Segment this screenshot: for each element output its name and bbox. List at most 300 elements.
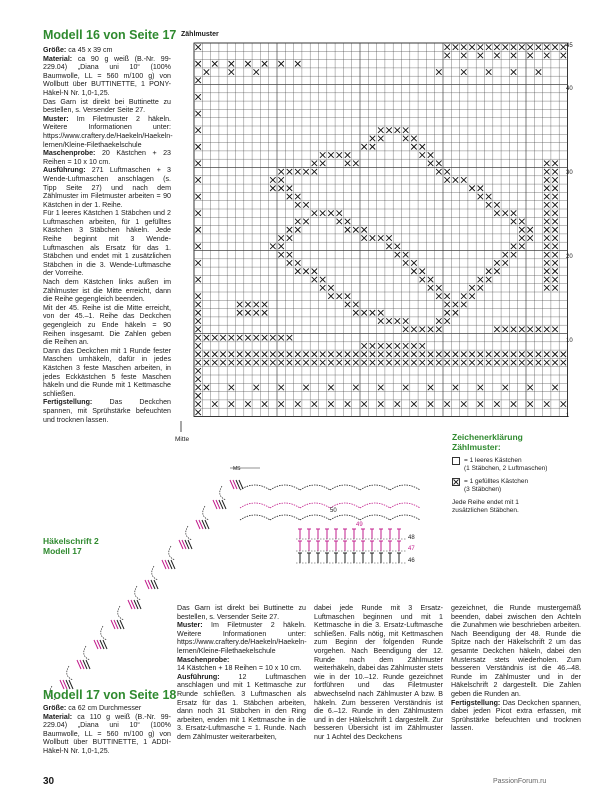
filled-cell	[403, 260, 409, 266]
filled-cell	[486, 44, 492, 50]
filled-cell	[411, 343, 417, 349]
filled-cell	[262, 401, 268, 407]
filled-cell	[386, 352, 392, 358]
filled-cell	[303, 169, 309, 175]
filled-cell	[453, 177, 459, 183]
filled-cell	[486, 69, 492, 75]
page-title-modell-17: Modell 17 von Seite 18	[43, 688, 177, 702]
filled-cell	[403, 127, 409, 132]
filled-cell	[378, 136, 384, 142]
stitch-mark	[316, 541, 320, 551]
filled-cell	[403, 385, 409, 391]
filled-cell	[461, 69, 467, 75]
filled-cell	[527, 227, 533, 233]
filled-cell	[411, 327, 417, 333]
filled-cell	[478, 360, 484, 366]
filled-cell	[519, 352, 525, 358]
filled-cell	[295, 227, 301, 233]
filled-cell	[561, 360, 567, 366]
round-48: 48	[408, 535, 415, 541]
page-number: 30	[43, 776, 55, 787]
filled-cell	[428, 152, 434, 158]
filled-cell	[345, 152, 351, 158]
filled-cell	[552, 244, 558, 250]
filled-cell	[320, 161, 326, 167]
filled-cell	[229, 352, 235, 358]
filled-cell	[195, 194, 201, 200]
filled-cell	[494, 352, 500, 358]
filled-cell	[337, 293, 343, 299]
stitch-cluster	[118, 600, 141, 620]
filled-cell	[536, 69, 542, 75]
chain-arc	[330, 485, 360, 490]
filled-cell	[552, 210, 558, 216]
filled-cell	[320, 352, 326, 358]
filled-cell	[544, 244, 550, 250]
filled-cell	[552, 327, 558, 333]
filled-cell	[370, 144, 376, 150]
row-label-20: 20	[566, 254, 573, 260]
filled-cell	[378, 235, 384, 241]
chain-arc	[300, 515, 330, 520]
chain-arc	[360, 503, 390, 508]
filled-cell	[436, 161, 442, 167]
filled-cell	[486, 277, 492, 283]
filled-cell	[411, 260, 417, 266]
filled-cell	[262, 302, 268, 308]
filled-cell	[420, 360, 426, 366]
filled-cell	[270, 244, 276, 250]
stitch-cluster	[152, 560, 175, 580]
filled-cell	[511, 352, 517, 358]
filled-cell	[295, 401, 301, 407]
filled-cell	[386, 318, 392, 324]
filled-cell	[386, 244, 392, 250]
filled-cell	[544, 210, 550, 216]
filled-cell	[403, 343, 409, 349]
filled-cell	[511, 252, 517, 258]
paragraph-3: Nach dem Kästchen links außen im Zählmuster ist die Mitte erreicht, dann die Reihe gegengleich beenden.	[43, 278, 171, 304]
filled-cell	[245, 401, 251, 407]
filled-cell	[519, 244, 525, 250]
filled-cell	[386, 343, 392, 349]
chain-arc	[270, 503, 300, 508]
filled-cell	[511, 327, 517, 333]
filled-cell	[312, 161, 318, 167]
filled-cell	[469, 293, 475, 299]
stitch-mark	[352, 553, 356, 563]
filled-cell	[303, 385, 309, 391]
row-label-30: 30	[566, 170, 573, 176]
chain-arc	[240, 515, 270, 520]
filled-cell	[478, 194, 484, 200]
filled-cell	[561, 44, 567, 50]
filled-cell	[270, 335, 276, 341]
filled-cell	[270, 177, 276, 183]
filled-cell	[295, 219, 301, 225]
filled-cell	[353, 302, 359, 308]
filled-cell	[195, 260, 201, 266]
chain-arc	[390, 503, 420, 508]
filled-cell	[536, 327, 542, 333]
filled-cell	[453, 310, 459, 316]
filled-cell	[411, 352, 417, 358]
round-47: 47	[408, 546, 415, 552]
filled-cell	[428, 401, 434, 407]
filled-cell	[428, 360, 434, 366]
filled-cell	[469, 360, 475, 366]
filled-cell	[287, 260, 293, 266]
filled-cell	[370, 352, 376, 358]
filled-cell	[245, 302, 251, 308]
filet-chart-grid	[194, 43, 568, 417]
filled-cell	[204, 352, 210, 358]
filled-cell	[519, 227, 525, 233]
round-49: 49	[356, 522, 363, 528]
filled-cell	[328, 210, 334, 216]
chain-arc	[300, 485, 330, 490]
filled-cell	[361, 401, 367, 407]
filled-cell	[469, 186, 475, 192]
filled-cell	[345, 161, 351, 167]
filled-cell	[494, 53, 500, 59]
filled-cell	[478, 277, 484, 283]
filled-cell	[436, 69, 442, 75]
filled-cell	[345, 302, 351, 308]
filled-cell	[353, 310, 359, 316]
legend-title: Zeichenerklärung	[452, 432, 523, 442]
stitch-mark	[370, 541, 374, 551]
modell-17-col-3	[314, 604, 443, 742]
filled-cell	[353, 161, 359, 167]
filled-cell	[519, 219, 525, 225]
filled-cell	[361, 144, 367, 150]
filled-cell	[312, 277, 318, 283]
filled-cell	[254, 69, 260, 75]
chain-arc	[240, 485, 270, 490]
filled-cell	[287, 227, 293, 233]
filled-cell	[544, 44, 550, 50]
filled-cell	[436, 352, 442, 358]
filled-cell	[544, 252, 550, 258]
filled-cell	[195, 318, 201, 324]
filled-cell	[544, 186, 550, 192]
filled-cell	[195, 352, 201, 358]
stitch-mark	[352, 541, 356, 551]
filled-cell	[370, 360, 376, 366]
m17-muster: Im Filetmuster 2 häkeln. Weitere Informationen unter: https://www.craftery.de/Haekeln/Haekeln-lernen/Kleine-Filethaekelschule	[177, 621, 307, 655]
filled-cell	[478, 53, 484, 59]
filled-cell	[345, 227, 351, 233]
filled-cell	[411, 269, 417, 275]
filled-cell	[386, 360, 392, 366]
stitch-mark	[361, 553, 365, 563]
filled-cell	[536, 360, 542, 366]
filled-cell	[436, 360, 442, 366]
filled-cell	[295, 269, 301, 275]
stitch-mark	[307, 529, 311, 539]
filled-cell	[312, 210, 318, 216]
filled-cell	[552, 194, 558, 200]
filled-cell	[312, 169, 318, 175]
m17-fertig: Das Deckchen spannen, dabei jeden Picot extra erfassen, mit Sprühstärke befeuchten und trocknen lassen.	[451, 698, 581, 733]
filled-cell	[395, 352, 401, 358]
stitch-mark	[325, 529, 329, 539]
filled-box-icon	[452, 478, 460, 486]
filled-cell	[328, 152, 334, 158]
filled-cell	[486, 352, 492, 358]
filled-cell	[303, 219, 309, 225]
filled-cell	[212, 401, 218, 407]
filled-cell	[469, 352, 475, 358]
filled-cell	[237, 352, 243, 358]
filled-cell	[444, 401, 450, 407]
filled-cell	[444, 44, 450, 50]
filled-cell	[220, 352, 226, 358]
filled-cell	[378, 385, 384, 391]
filled-cell	[337, 219, 343, 225]
filled-cell	[453, 44, 459, 50]
chain-arc	[240, 503, 270, 508]
modell-17-materials: Größe: ca 62 cm Durchmesser Material: ca 110 g weiß (B.-Nr. 99-229.04) „Diana uni 10“ (100% Baumwolle, LL = 560 m/100 g) von Wollbutt über BUTTINETTE, 1 ADDI-Häkel-N Nr. 1,0-1,25.	[43, 704, 171, 755]
label-fertigstellung: Fertigstellung:	[43, 398, 93, 407]
filled-cell	[552, 169, 558, 175]
filled-cell	[212, 360, 218, 366]
filled-cell	[361, 310, 367, 316]
stitch-mark	[334, 529, 338, 539]
filled-cell	[278, 61, 284, 67]
filled-cell	[287, 235, 293, 241]
filled-cell	[278, 177, 284, 183]
filled-cell	[295, 202, 301, 208]
chain-arc	[390, 485, 420, 490]
filled-cell	[328, 360, 334, 366]
filled-cell	[552, 277, 558, 283]
chain-arc	[330, 515, 360, 520]
filled-cell	[511, 244, 517, 250]
stitch-mark	[370, 529, 374, 539]
filled-cell	[527, 44, 533, 50]
m17-bezug: Das Garn ist direkt bei Buttinette zu bestellen, s. Versender Seite 27.	[177, 604, 306, 621]
filled-cell	[378, 401, 384, 407]
filled-cell	[337, 152, 343, 158]
ausfuehrung-value: 271 Luftmaschen + 3 Wende-Luftmaschen anschlagen (s. Tipp Seite 27) und nach dem Zählmuster im Filetmuster arbeiten = 90 Kästchen in der 1. Reihe.	[43, 166, 171, 209]
filled-cell	[444, 352, 450, 358]
filled-cell	[303, 360, 309, 366]
filled-cell	[395, 318, 401, 324]
filled-cell	[378, 343, 384, 349]
filled-cell	[544, 177, 550, 183]
stitch-mark	[334, 553, 338, 563]
filled-cell	[287, 186, 293, 192]
filled-cell	[195, 277, 201, 283]
filled-cell	[212, 335, 218, 341]
filled-cell	[511, 69, 517, 75]
filled-cell	[527, 327, 533, 333]
filled-cell	[361, 352, 367, 358]
filled-cell	[552, 260, 558, 266]
filled-cell	[503, 44, 509, 50]
filled-cell	[303, 352, 309, 358]
filled-cell	[295, 194, 301, 200]
filled-cell	[370, 235, 376, 241]
filled-cell	[552, 269, 558, 275]
filled-cell	[361, 235, 367, 241]
filled-cell	[220, 335, 226, 341]
filled-cell	[195, 376, 201, 382]
legend-empty: = 1 leeres Kästchen (1 Stäbchen, 2 Luftmaschen)	[452, 457, 592, 473]
filled-cell	[287, 169, 293, 175]
filled-cell	[444, 310, 450, 316]
filled-cell	[229, 385, 235, 391]
filled-cell	[328, 293, 334, 299]
stitch-mark	[397, 553, 401, 563]
filled-cell	[270, 186, 276, 192]
filled-cell	[195, 127, 201, 132]
filled-cell	[195, 44, 201, 50]
m17-ausfuehrung-2: dabei jede Runde mit 3 Ersatz-Luftmaschen beginnen und mit 1 Kettmasche in die 3. Ersatz-Luftmasche schließen. Falls nötig, mit Kettmaschen zum Beginn der folgenden Runde vorgehen. Nach Beendigung der 12. Runde nach dem Zählmuster weiterhäkeln, dabei das Zählmuster stets wie in der 10.–12. Runde gezeichnet fortführen und das Filetmuster abwechselnd nach Zählmuster A bzw. B häkeln. Zum besseren Verständnis ist die 6.–12. Runde in den Zählmustern und in der Häkelschrift 1 dargestellt. Zur besseren Übersicht ist im Zählmuster nur 1 Achtel des Deckchens	[314, 604, 443, 741]
filled-cell	[403, 136, 409, 142]
filled-cell	[262, 61, 268, 67]
filled-cell	[544, 352, 550, 358]
filled-cell	[536, 44, 542, 50]
ms-label: MS	[233, 466, 241, 472]
filled-cell	[420, 352, 426, 358]
stitch-mark	[325, 553, 329, 563]
filled-cell	[220, 360, 226, 366]
stitch-cluster	[169, 540, 192, 560]
fertigstellung-value: Das Deckchen spannen, mit Sprühstärke befeuchten und trocknen lassen.	[43, 398, 171, 424]
filled-cell	[403, 360, 409, 366]
filled-cell	[195, 401, 201, 407]
filled-cell	[444, 177, 450, 183]
filled-cell	[428, 277, 434, 283]
legend-note: Jede Reihe endet mit 1 zusätzlichen Stäbchen.	[452, 499, 519, 514]
filled-cell	[229, 360, 235, 366]
filled-cell	[378, 360, 384, 366]
haekelschrift-label: Häkelschrift 2 Modell 17	[43, 536, 99, 556]
stitch-mark	[352, 529, 356, 539]
page-title-modell-16: Modell 16 von Seite 17	[43, 28, 177, 42]
filled-cell	[420, 144, 426, 150]
filled-cell	[287, 335, 293, 341]
filled-cell	[428, 327, 434, 333]
chain-arc	[270, 515, 300, 520]
stitch-cluster	[84, 640, 107, 660]
filled-cell	[552, 352, 558, 358]
filled-cell	[444, 360, 450, 366]
filled-cell	[552, 252, 558, 258]
filled-cell	[353, 352, 359, 358]
filled-cell	[478, 352, 484, 358]
label-maschenprobe: Maschenprobe:	[43, 149, 96, 158]
filled-cell	[403, 318, 409, 324]
filled-cell	[494, 269, 500, 275]
legend	[452, 432, 592, 515]
filled-cell	[361, 227, 367, 233]
modell-17-col-4: gezeichnet, die Runde mustergemäß beenden, dabei zwischen den Achteln die Zunahmen wie beschrieben arbeiten. Nach Beendigung der 48. Runde die Spitze nach der Häkelschrift 2 um das gesamte Deckchen häkeln, dabei den Mustersatz stets wiederholen. Zum besseren Verständnis ist die 46.–48. Runde im Zählmuster und in der Häkelschrift 2 dargestellt. Die Zahlen geben die Runden an. Fertigstellung: Das Deckchen spannen, dabei jeden Picot extra erfassen, mit Sprühstärke befeuchten und trocknen lassen.	[451, 604, 581, 733]
filled-cell	[544, 360, 550, 366]
filled-cell	[395, 244, 401, 250]
filled-cell	[444, 318, 450, 324]
stitch-mark	[307, 553, 311, 563]
filled-cell	[195, 335, 201, 341]
filled-cell	[552, 161, 558, 167]
filled-cell	[254, 310, 260, 316]
filled-cell	[461, 302, 467, 308]
empty-box-icon	[452, 457, 460, 465]
filled-cell	[544, 277, 550, 283]
filled-cell	[378, 318, 384, 324]
filled-cell	[511, 360, 517, 366]
filled-cell	[461, 53, 467, 59]
filled-cell	[511, 44, 517, 50]
filled-cell	[370, 343, 376, 349]
filled-cell	[278, 385, 284, 391]
filled-cell	[195, 177, 201, 183]
filled-cell	[461, 293, 467, 299]
filled-cell	[428, 352, 434, 358]
filled-cell	[204, 69, 210, 75]
filled-cell	[552, 202, 558, 208]
filled-cell	[212, 352, 218, 358]
filled-cell	[527, 352, 533, 358]
stitch-mark	[379, 553, 383, 563]
filled-cell	[527, 53, 533, 59]
filled-cell	[420, 327, 426, 333]
filled-cell	[395, 252, 401, 258]
stitch-cluster	[186, 520, 209, 540]
filled-cell	[204, 360, 210, 366]
filled-cell	[353, 360, 359, 366]
filled-cell	[552, 285, 558, 291]
filled-cell	[237, 335, 243, 341]
filled-cell	[544, 401, 550, 407]
filled-cell	[478, 186, 484, 192]
row-label-45: 45	[566, 43, 573, 49]
filled-cell	[320, 360, 326, 366]
filled-cell	[328, 401, 334, 407]
muster-value: Im Filetmuster 2 häkeln. Weitere Informationen unter: https://www.craftery.de/Haekeln/Haekeln-lernen/Kleine-Filethaekelschule	[43, 114, 173, 149]
filled-cell	[345, 293, 351, 299]
filled-cell	[195, 302, 201, 308]
filled-cell	[278, 169, 284, 175]
stitch-mark	[361, 541, 365, 551]
filled-cell	[478, 401, 484, 407]
stitch-mark	[397, 541, 401, 551]
filled-cell	[503, 352, 509, 358]
filled-cell	[461, 177, 467, 183]
filled-cell	[270, 360, 276, 366]
filled-cell	[494, 327, 500, 333]
filled-cell	[195, 368, 201, 374]
filled-cell	[420, 269, 426, 275]
stitch-mark	[388, 529, 392, 539]
filled-cell	[328, 352, 334, 358]
filled-cell	[287, 360, 293, 366]
filled-cell	[262, 360, 268, 366]
filled-cell	[511, 210, 517, 216]
filled-cell	[237, 302, 243, 308]
filled-cell	[461, 401, 467, 407]
filled-cell	[303, 202, 309, 208]
filled-cell	[478, 385, 484, 391]
filled-cell	[511, 53, 517, 59]
filled-cell	[195, 94, 201, 100]
filled-cell	[395, 343, 401, 349]
paragraph-2: Für 1 leeres Kästchen 1 Stäbchen und 2 Luftmaschen arbeiten, für 1 gefülltes Kästchen 3 Stäbchen häkeln. Jede Reihe beginnt mit 3 Wende-Luftmaschen als Ersatz für das 1. Stäbchen und endet mit 1 zusätzlichen Stäbchen in die 3. Wende-Luftmasche der Vorreihe.	[43, 209, 171, 278]
material-value: ca 90 g weiß (B.-Nr. 99-229.04) „Diana uni 10“ (100% Baumwolle, LL = 560 m/100 g) von Wollbutt über BUTTINETTE, 1 PONY-Häkel-N Nr. 1,0-1,25.	[43, 54, 171, 97]
